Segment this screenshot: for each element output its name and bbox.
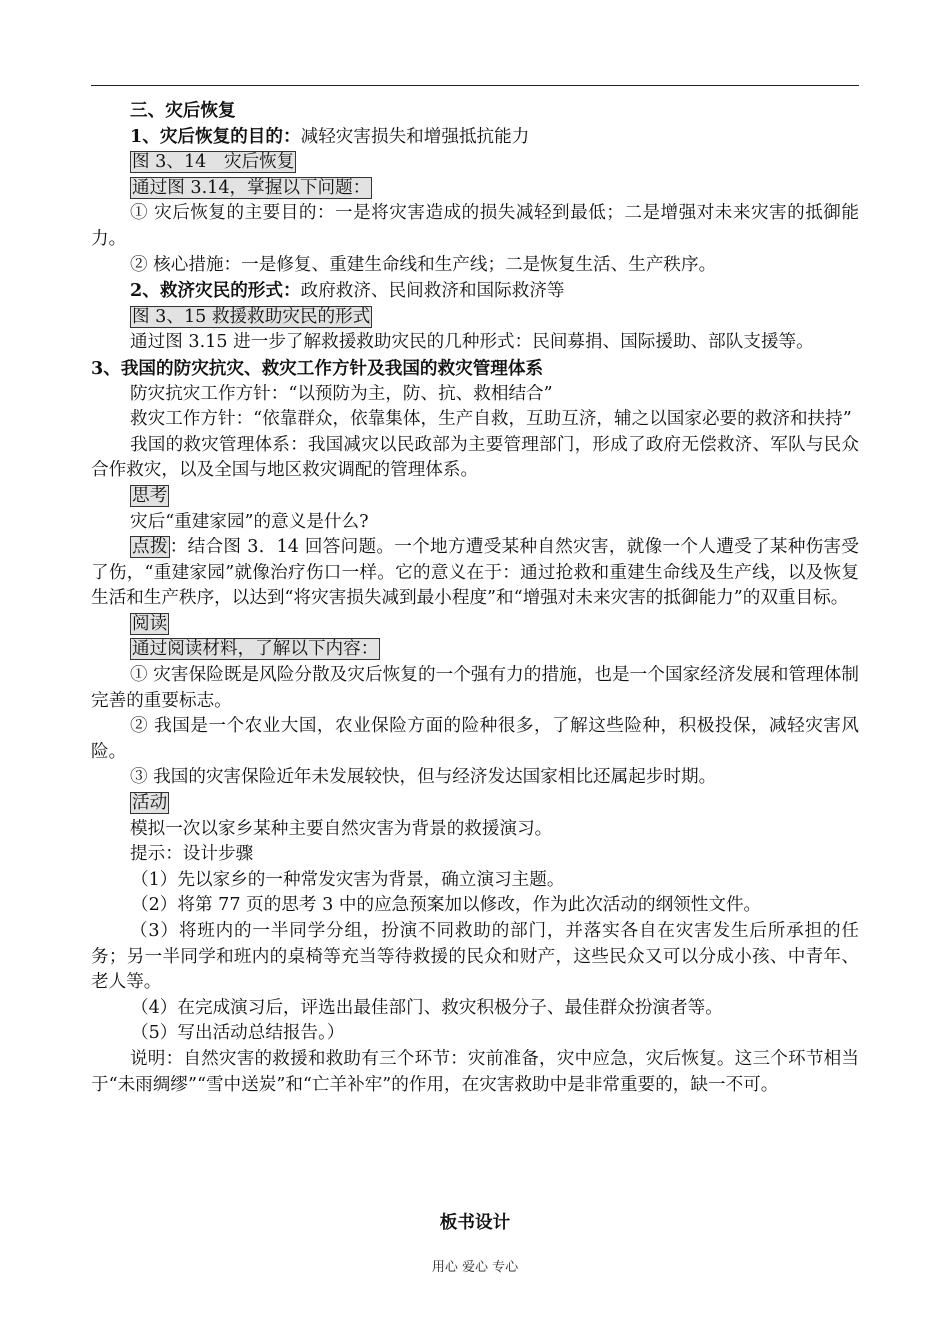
step-3: （3）将班内的一半同学分组，扮演不同救助的部门，并落实各自在灾害发生后所承担的任务；另一半同学和班内的桌椅等充当等待救援的民众和财产，这些民众又可以分成小孩、中青年、老人等。 [91,921,859,993]
purpose-text: 减轻灾害损失和增强抵抗能力 [300,126,530,147]
relief-forms-label: 2、救济灾民的形式： [130,280,301,302]
think-label: 思考 [132,485,168,506]
read-item-1: ① 灾害保险既是风险分散及灾后恢复的一个强有力的措施，也是一个国家经济发展和管理体制完善的重要标志。 [91,665,859,711]
read-label: 阅读 [132,613,168,634]
figure-note-314 [91,176,859,202]
activity-box [91,791,859,817]
header-rule [91,85,859,86]
hint-paragraph [91,535,859,612]
step-4: （4）在完成演习后，评选出最佳部门、救灾积极分子、最佳群众扮演者等。 [131,997,723,1018]
purpose-label: 1、灾后恢复的目的： [130,125,301,147]
read-note [91,637,859,663]
hint-label: 点拨 [132,537,168,558]
figure-label-314: 图 3、14 灾后恢复 [132,152,295,173]
figure-caption-315 [91,305,859,331]
subsection-heading: 3、我国的防灾抗灾、救灾工作方针及我国的救灾管理体系 [91,357,544,379]
figure-caption-314 [91,150,859,176]
list-item-purpose: ① 灾后恢复的主要目的：一是将灾害造成的损失减轻到最低；二是增强对未来灾害的抵御能力。 [91,203,859,249]
list-item-measures: ② 核心措施：一是修复、重建生命线和生产线；二是恢复生活、生产秩序。 [130,254,717,275]
think-box [91,484,859,510]
read-note-text: 通过阅读材料，了解以下内容： [132,639,379,660]
hint-text: ：结合图 3．14 回答问题。一个地方遭受某种自然灾害，就像一个人遭受了某种伤害受了伤，“重建家园”就像治疗伤口一样。它的意义在于：通过抢救和重建生命线及生产线，以及恢复生活和生产秩序，以达到“将灾害损失减到最小程度”和“增强对未来灾害的抵御能力”的双重目标。 [91,537,859,609]
paragraph-relief-forms [91,278,859,305]
step-5: （5）写出活动总结报告。） [131,1023,345,1044]
read-item-3: ③ 我国的灾害保险近年未发展较快，但与经济发达国家相比还属起步时期。 [130,767,717,788]
step-2: （2）将第 77 页的思考 3 中的应急预案加以修改，作为此次活动的纲领性文件。 [131,895,762,916]
tip-text: 提示：设计步骤 [130,844,254,865]
section-heading: 三、灾后恢复 [130,100,236,121]
document-body [91,98,859,1098]
paragraph-purpose [91,124,859,151]
read-box [91,612,859,638]
summary-paragraph: 说明：自然灾害的救援和救助有三个环节：灾前准备，灾中应急，灾后恢复。这三个环节相当于“未雨绸缪”“雪中送炭”和“亡羊补牢”的作用，在灾害救助中是非常重要的，缺一不可。 [91,1048,859,1095]
board-design-title: 板书设计 [439,1212,511,1233]
page-footer: 用心 爱心 专心 [431,1260,519,1275]
relief-forms-text: 政府救济、民间救济和国际救济等 [300,281,565,302]
figure-label-315: 图 3、15 救援救助灾民的形式 [132,306,371,327]
policy-management: 我国的救灾管理体系：我国减灾以民政部为主要管理部门，形成了政府无偿救济、军队与民众合作救灾，以及全国与地区救灾调配的管理体系。 [91,434,859,481]
step-1: （1）先以家乡的一种常发灾害为背景，确立演习主题。 [131,869,565,890]
figure-note-315: 通过图 3.15 进一步了解救援救助灾民的几种形式：民间募捐、国际援助、部队支援等。 [130,332,814,353]
activity-label: 活动 [132,793,168,814]
think-question: 灾后“重建家园”的意义是什么? [130,511,369,532]
activity-text: 模拟一次以家乡某种主要自然灾害为背景的救援演习。 [130,818,553,839]
read-item-2: ② 我国是一个农业大国，农业保险方面的险种很多，了解这些险种，积极投保，减轻灾害风险。 [91,716,859,762]
policy-prevention: 防灾抗灾工作方针：“以预防为主，防、抗、救相结合” [130,383,553,404]
policy-relief: 救灾工作方针：“依靠群众，依靠集体，生产自救，互助互济，辅之以国家必要的救济和扶持” [130,409,852,430]
figure-note-314-text: 通过图 3.14，掌握以下问题： [132,177,371,198]
